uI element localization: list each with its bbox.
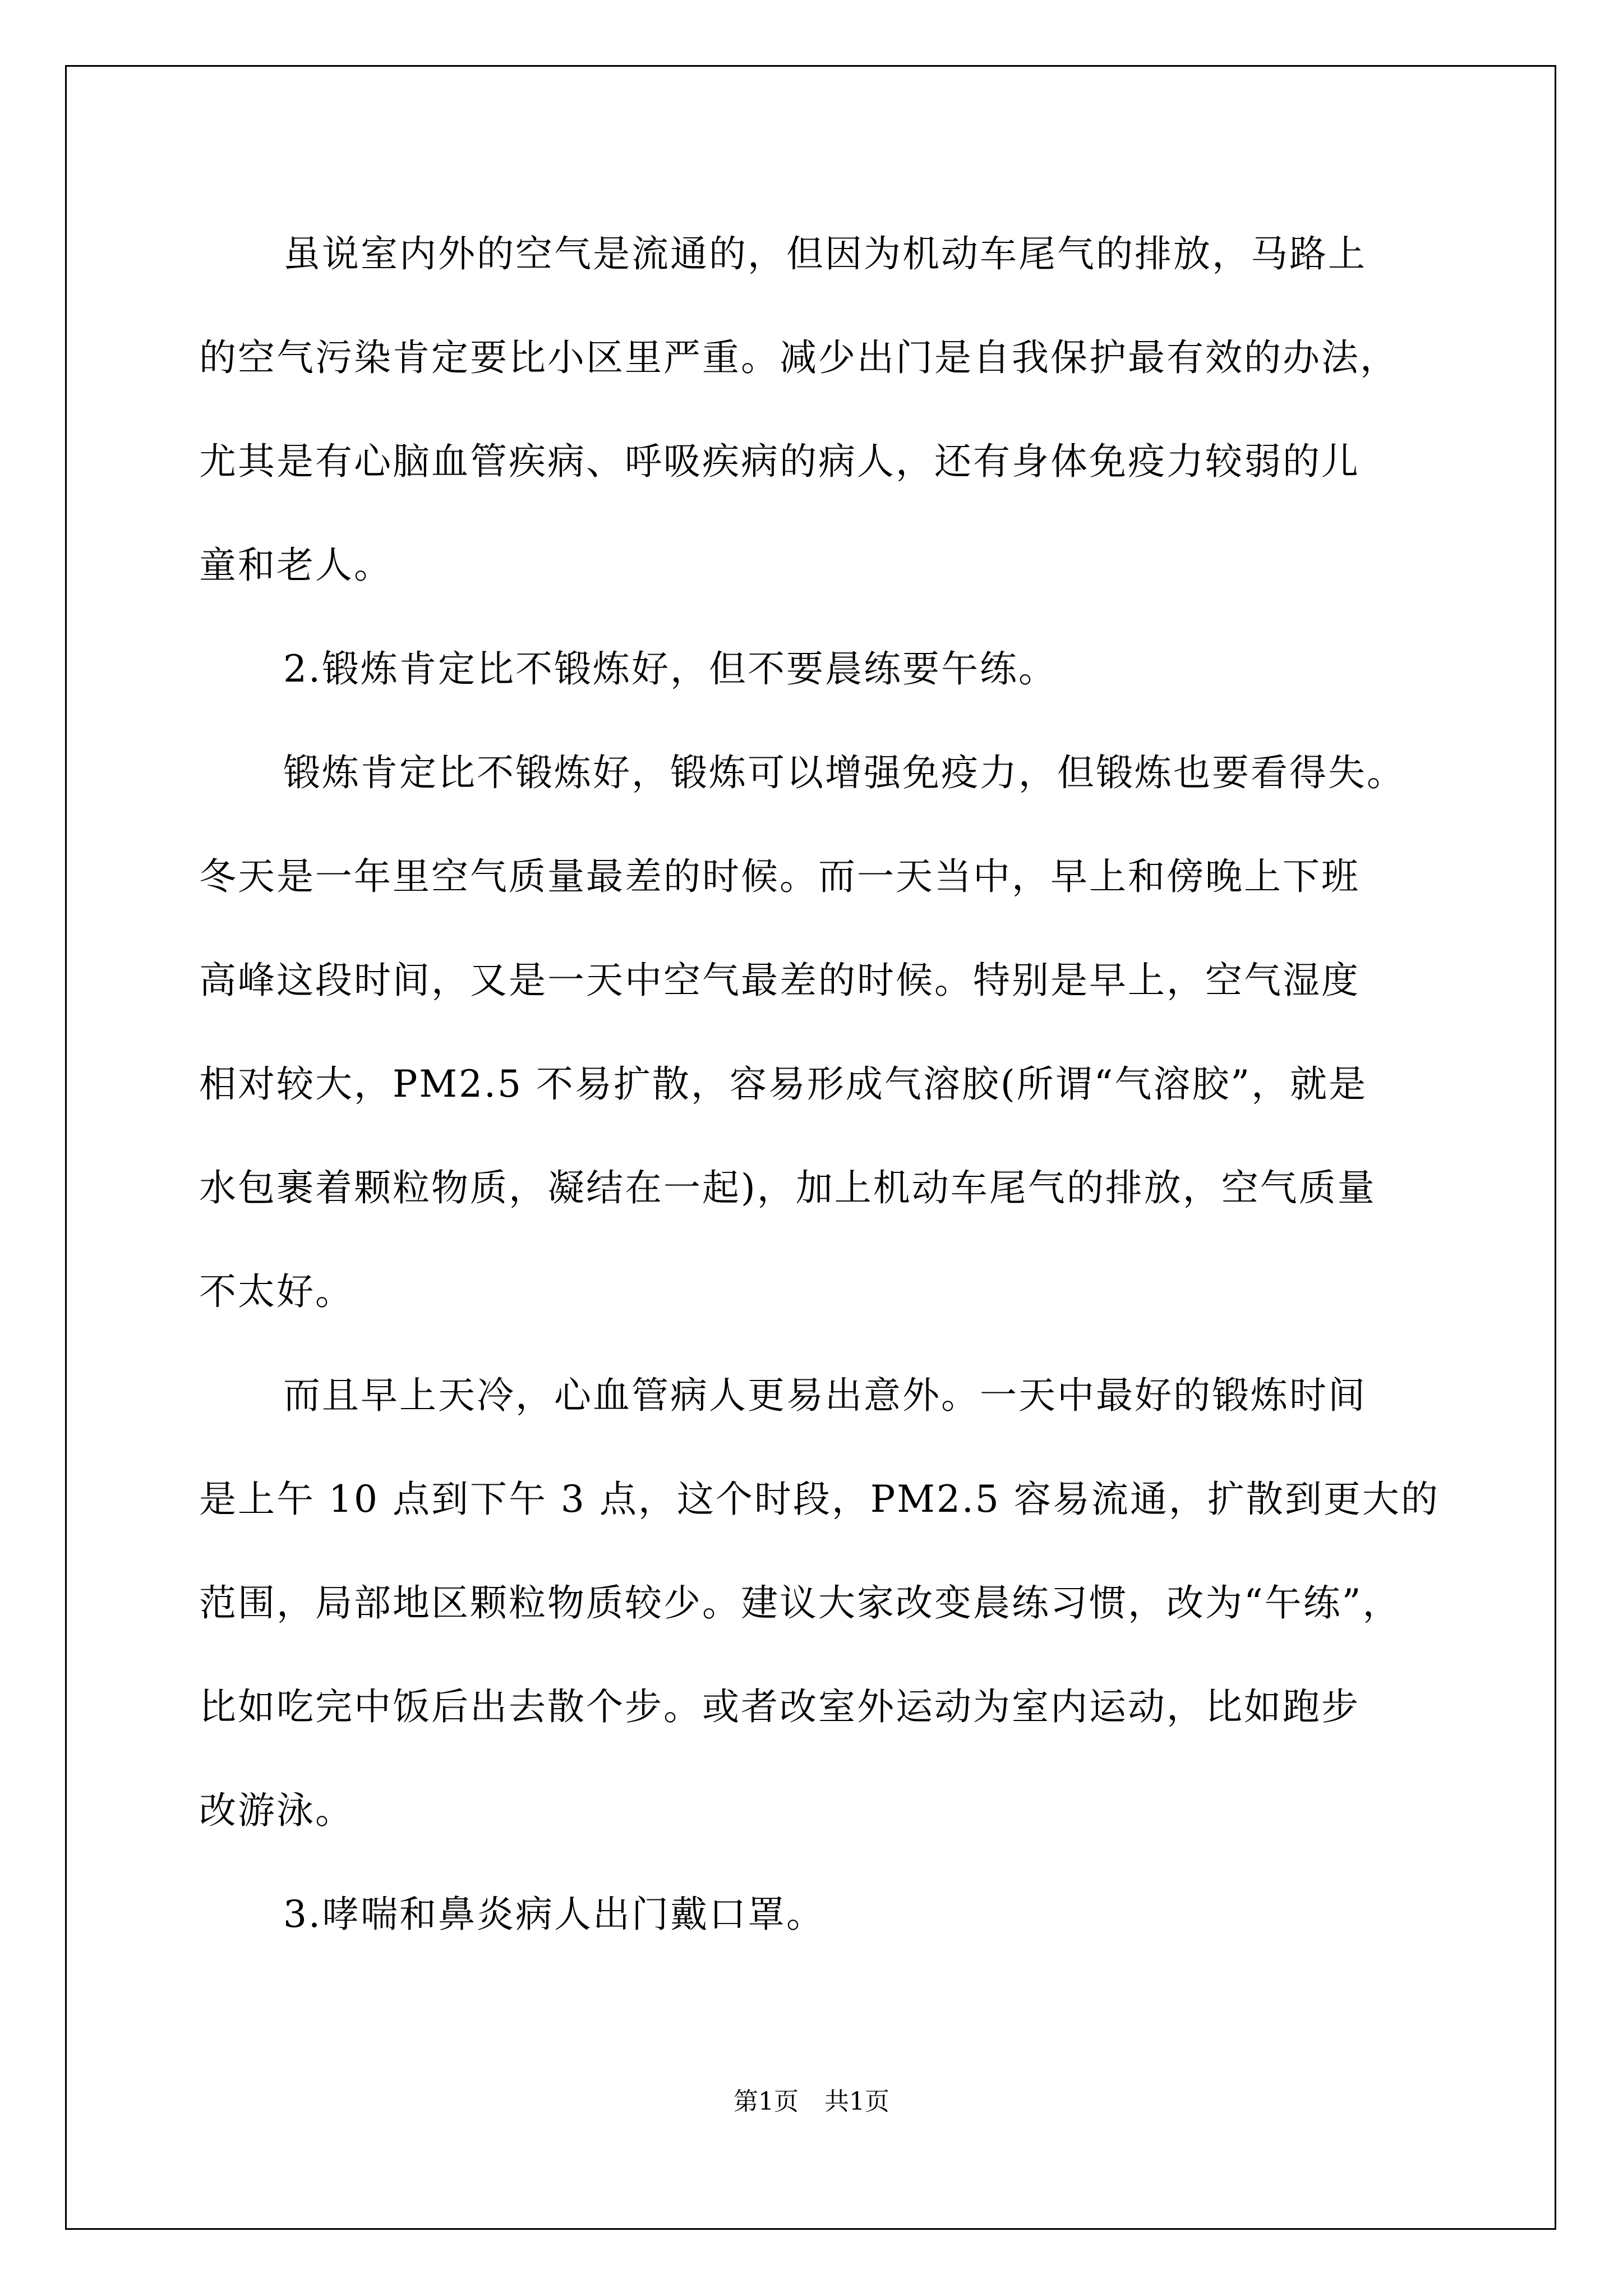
paragraph-line: 改游泳。: [199, 1789, 354, 1832]
paragraph-line: 不太好。: [199, 1270, 354, 1313]
paragraph-line: 童和老人。: [199, 544, 393, 587]
paragraph-4: [199, 1343, 1467, 1862]
paragraph-line: 是上午 10 点到下午 3 点，这个时段，PM2.5 容易流通，扩散到更大的: [199, 1478, 1440, 1521]
section-heading-3: [199, 1862, 1467, 1966]
paragraph-1: [199, 202, 1467, 617]
paragraph-line: 尤其是有心脑血管疾病、呼吸疾病的病人，还有身体免疫力较弱的儿: [199, 440, 1360, 483]
section-heading-2: [199, 617, 1467, 721]
paragraph-line: 冬天是一年里空气质量最差的时候。而一天当中，早上和傍晚上下班: [199, 855, 1360, 898]
page-number: 第1页: [734, 2087, 799, 2116]
paragraph-line: 相对较大，PM2.5 不易扩散，容易形成气溶胶(所谓“气溶胶”，就是: [199, 1062, 1368, 1106]
paragraph-line: 3.哮喘和鼻炎病人出门戴口罩。: [283, 1893, 825, 1936]
paragraph-line: 的空气污染肯定要比小区里严重。减少出门是自我保护最有效的办法，: [199, 336, 1399, 379]
page-total: 共1页: [824, 2087, 889, 2116]
paragraph-3: [199, 721, 1467, 1343]
paragraph-line: 虽说室内外的空气是流通的，但因为机动车尾气的排放，马路上: [283, 232, 1367, 275]
paragraph-line: 高峰这段时间，又是一天中空气最差的时候。特别是早上，空气湿度: [199, 959, 1360, 1002]
paragraph-line: 而且早上天冷，心血管病人更易出意外。一天中最好的锻炼时间: [283, 1374, 1367, 1417]
page-footer: [0, 2081, 1623, 2117]
paragraph-line: 比如吃完中饭后出去散个步。或者改室外运动为室内运动，比如跑步: [199, 1685, 1360, 1728]
paragraph-line: 2.锻炼肯定比不锻炼好，但不要晨练要午练。: [283, 647, 1057, 691]
paragraph-line: 范围，局部地区颗粒物质较少。建议大家改变晨练习惯，改为“午练”，: [199, 1581, 1401, 1625]
paragraph-line: 水包裹着颗粒物质，凝结在一起)，加上机动车尾气的排放，空气质量: [199, 1166, 1376, 1209]
document-body: [199, 202, 1467, 1966]
paragraph-line: 锻炼肯定比不锻炼好，锻炼可以增强免疫力，但锻炼也要看得失。: [283, 751, 1405, 794]
